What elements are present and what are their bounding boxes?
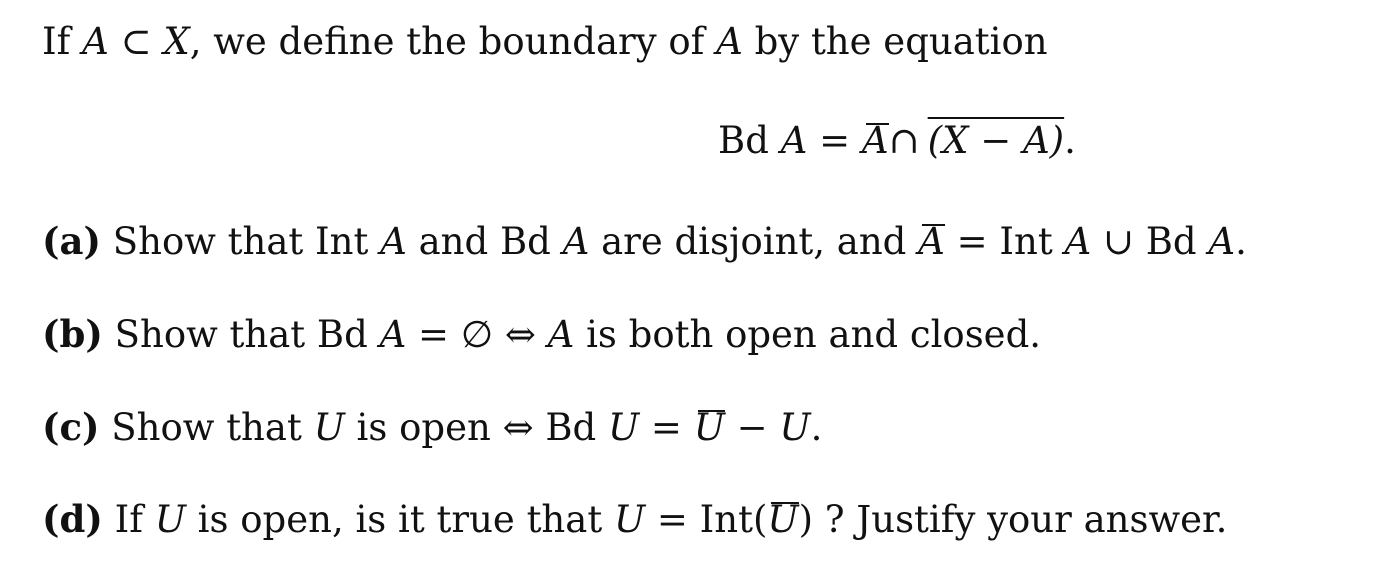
var-a: A	[1064, 220, 1092, 263]
bd-operator: Bd	[1145, 220, 1209, 263]
intro-text-2: , we define the boundary of	[189, 20, 717, 63]
intro-text-1: If	[42, 20, 83, 63]
part-label-c: (c)	[42, 405, 100, 449]
var-a: A	[379, 313, 407, 356]
var-a: A	[716, 20, 743, 63]
part-c	[42, 405, 822, 450]
equals-sign: =	[807, 119, 862, 162]
intro-text-3: by the equation	[742, 20, 1048, 63]
cup-symbol: ∪	[1091, 220, 1146, 263]
part-a-text-3: are disjoint, and	[589, 220, 919, 263]
part-c-text-2: is open ⇔ Bd	[344, 406, 608, 449]
cap-symbol: ∩	[888, 119, 920, 162]
boundary-equation	[718, 119, 1076, 163]
part-label-d: (d)	[42, 497, 103, 541]
part-label-b: (b)	[42, 312, 103, 356]
part-a-text-1: Show that Int	[101, 220, 381, 263]
part-b	[42, 312, 1041, 357]
var-x: X	[163, 20, 190, 63]
var-u: U	[607, 406, 640, 449]
var-u: U	[779, 406, 811, 449]
part-a	[42, 219, 1247, 264]
part-c-text-1: Show that	[99, 406, 314, 449]
var-u: U	[613, 498, 646, 541]
part-d-text-1: If	[102, 498, 155, 541]
bd-operator: Bd	[718, 119, 781, 162]
closure-a: A	[918, 220, 945, 263]
part-d-text-2: is open, is it true that	[185, 498, 614, 541]
equals-sign: =	[944, 220, 1000, 263]
equals-sign: =	[639, 406, 694, 449]
closure-a: A	[861, 119, 889, 162]
var-a: A	[1208, 220, 1236, 263]
var-u: U	[154, 498, 186, 541]
closure-u: U	[693, 406, 725, 449]
minus-sign: −	[724, 406, 780, 449]
var-a: A	[380, 220, 407, 263]
period: .	[1235, 220, 1247, 263]
var-a: A	[780, 119, 808, 162]
int-operator: Int	[999, 220, 1065, 263]
var-a: A	[562, 220, 590, 263]
part-a-text-2: and Bd	[406, 220, 563, 263]
equals-sign: =	[645, 498, 700, 541]
int-operator: Int(	[699, 498, 768, 541]
part-b-text-2: = ∅ ⇔	[406, 313, 548, 356]
part-b-text-3: is both open and closed.	[574, 313, 1042, 356]
part-b-text-1: Show that Bd	[102, 313, 380, 356]
var-a: A	[82, 20, 109, 63]
part-d-text-4: ) ? Justify your answer.	[798, 498, 1228, 541]
period: .	[810, 406, 823, 449]
closure-complement: (X − A)	[927, 119, 1065, 162]
intro-sentence	[42, 20, 1048, 64]
var-a: A	[547, 313, 575, 356]
var-u: U	[313, 406, 345, 449]
closure-u: U	[767, 498, 799, 541]
subset-symbol: ⊂	[108, 20, 164, 63]
period: .	[1064, 119, 1076, 162]
part-d	[42, 497, 1227, 542]
part-label-a: (a)	[42, 219, 101, 263]
